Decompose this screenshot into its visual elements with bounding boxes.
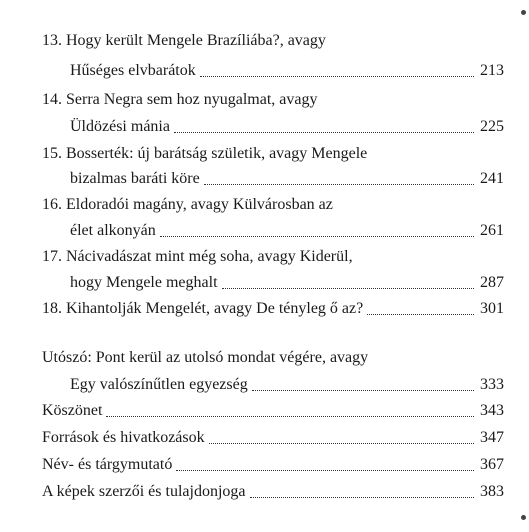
toc-entry-text: 16. Eldoradói magány, avagy Külvárosban az — [42, 196, 333, 213]
toc-entry-text: Név- és tárgymutató — [42, 456, 173, 473]
scan-mark — [521, 515, 526, 520]
toc-page-number: 383 — [480, 483, 504, 500]
dot-leader — [176, 470, 474, 471]
toc-entry-text: 15. Bosserték: új barátság születik, avagy Mengele — [42, 145, 368, 162]
toc-entry-text: Egy valószínűtlen egyezség — [70, 376, 248, 393]
toc-page-number: 347 — [480, 429, 504, 446]
toc-entry-text: Köszönet — [42, 402, 103, 419]
toc-page-number: 241 — [480, 170, 504, 187]
toc-entry-13-title — [42, 28, 482, 54]
toc-entry-sources — [42, 425, 504, 451]
toc-entry-afterword-subtitle — [70, 372, 504, 398]
dot-leader — [174, 132, 474, 133]
toc-entry-text: 17. Nácivadászat mint még soha, avagy Kiderül, — [42, 248, 353, 265]
scan-mark — [521, 10, 526, 15]
toc-entry-index — [42, 452, 504, 478]
toc-entry-text: hogy Mengele meghalt — [70, 274, 218, 291]
toc-entry-text: 14. Serra Negra sem hoz nyugalmat, avagy — [42, 91, 318, 108]
toc-entry-text: Hűséges elvbarátok — [70, 62, 196, 79]
toc-entry-14-subtitle — [70, 114, 504, 140]
toc-entry-text: élet alkonyán — [70, 222, 156, 239]
toc-entry-acknowledgements — [42, 398, 504, 424]
toc-entry-16-title — [42, 192, 482, 218]
toc-page-number: 261 — [480, 222, 504, 239]
toc-entry-15-title — [42, 141, 502, 167]
toc-entry-text: A képek szerzői és tulajdonjoga — [42, 483, 246, 500]
toc-entry-14-title — [42, 87, 482, 113]
toc-entry-15-subtitle — [70, 166, 504, 192]
toc-page-number: 367 — [480, 456, 504, 473]
toc-entry-text: Üldözési mánia — [70, 118, 170, 135]
toc-entry-text: Források és hivatkozások — [42, 429, 205, 446]
toc-entry-afterword-title — [42, 345, 492, 371]
toc-entry-text: Utószó: Pont kerül az utolsó mondat végére, avagy — [42, 349, 369, 366]
toc-page-number: 213 — [480, 62, 504, 79]
toc-page-number: 343 — [480, 402, 504, 419]
toc-entry-18 — [42, 296, 504, 322]
dot-leader — [250, 497, 475, 498]
dot-leader — [252, 390, 474, 391]
toc-entry-text: bizalmas baráti köre — [70, 170, 200, 187]
toc-entry-17-title — [42, 244, 482, 270]
toc-entry-17-subtitle — [70, 270, 504, 296]
toc-entry-text: 13. Hogy került Mengele Brazíliába?, avagy — [42, 32, 326, 49]
toc-page-number: 287 — [480, 274, 504, 291]
dot-leader — [367, 314, 474, 315]
toc-entry-16-subtitle — [70, 218, 504, 244]
dot-leader — [209, 443, 474, 444]
toc-page-number: 333 — [480, 376, 504, 393]
dot-leader — [222, 288, 474, 289]
toc-entry-text: 18. Kihantolják Mengelét, avagy De tényleg ő az? — [42, 300, 364, 317]
dot-leader — [160, 236, 474, 237]
dot-leader — [200, 76, 474, 77]
dot-leader — [204, 184, 474, 185]
dot-leader — [106, 416, 474, 417]
toc-entry-image-credits — [42, 479, 504, 505]
toc-page-number: 301 — [480, 300, 504, 317]
toc-entry-13-subtitle — [70, 58, 504, 84]
toc-page-number: 225 — [480, 118, 504, 135]
